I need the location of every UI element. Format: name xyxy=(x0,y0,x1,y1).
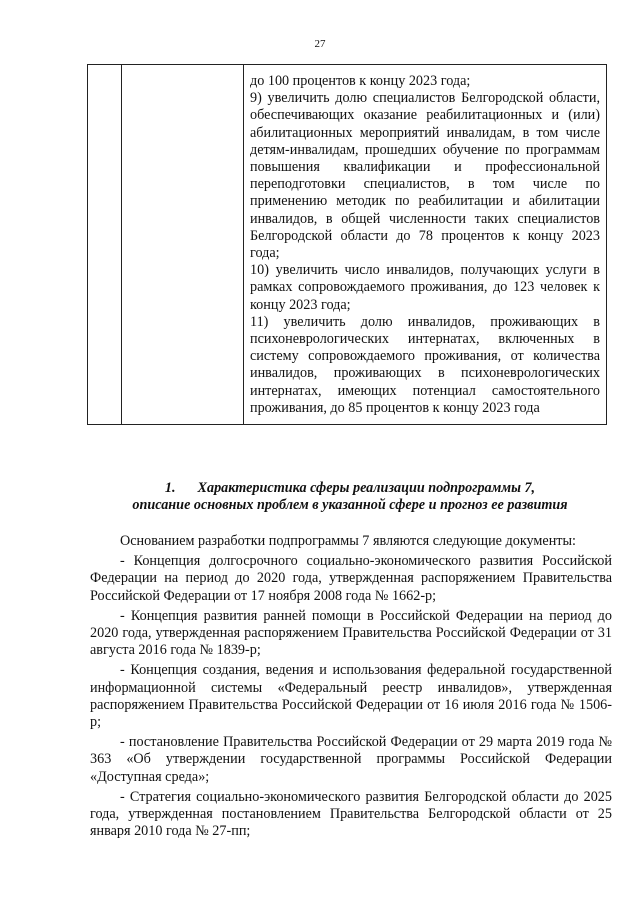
goals-cell xyxy=(244,65,607,425)
body-paragraph: Основанием разработки подпрограммы 7 являются следующие документы: xyxy=(120,533,576,549)
body-paragraph: - постановление Правительства Российской Федерации от 29 марта 2019 года № 363 «Об утверждении государственной программы Российской Федерации «Доступная среда»; xyxy=(90,734,612,785)
section-heading xyxy=(96,480,604,514)
goal-item: 10) увеличить число инвалидов, получающих услуги в рамках сопровождаемого проживания, до 123 человек к концу 2023 года; xyxy=(250,262,600,313)
goals-table xyxy=(87,64,607,425)
goal-item: до 100 процентов к концу 2023 года; xyxy=(250,73,471,89)
empty-cell-label xyxy=(122,65,244,425)
goal-item: 11) увеличить долю инвалидов, проживающих в психоневрологических интернатах, включенных в систему сопровождаемого проживания, от количества инвалидов, проживающих в психоневрологических интернатах, имеющих потенциал самостоятельного проживания, до 85 процентов к концу 2023 года xyxy=(250,313,600,416)
section-title-line1: Характеристика сферы реализации подпрограммы 7, xyxy=(197,480,536,496)
empty-cell-number xyxy=(88,65,122,425)
table-row xyxy=(88,65,607,425)
body-paragraph: - Стратегия социально-экономического развития Белгородской области до 2025 года, утвержденная постановлением Правительства Белгородской области от 25 января 2010 года № 27-пп; xyxy=(90,788,612,840)
body-paragraph: - Концепция развития ранней помощи в Российской Федерации на период до 2020 года, утвержденная распоряжением Правительства Российской Федерации от 31 августа 2016 года № 1839-р; xyxy=(90,607,612,659)
body-text xyxy=(90,533,612,843)
section-title-line2: описание основных проблем в указанной сфере и прогноз ее развития xyxy=(132,497,568,513)
section-number: 1. xyxy=(164,480,176,496)
page-number: 27 xyxy=(314,38,326,50)
goal-item: 9) увеличить долю специалистов Белгородской области, обеспечивающих оказание реабилитационных и (или) абилитационных мероприятий инвалидам, в том числе детям-инвалидам, прошедших обучение по программам повышения квалификации и профессиональной переподготовки специалистов, в том числе по применению методик по реабилитации и абилитации инвалидов, в общей численности таких специалистов Белгородской области до 78 процентов к концу 2023 года; xyxy=(250,90,600,262)
body-paragraph: - Концепция создания, ведения и использования федеральной государственной информационной системы «Федеральный реестр инвалидов», утвержденная распоряжением Правительства Российской Федерации от 16 июля 2016 года № 1506-р; xyxy=(90,662,612,731)
body-paragraph: - Концепция долгосрочного социально-экономического развития Российской Федерации на период до 2020 года, утвержденная распоряжением Правительства Российской Федерации от 17 ноября 2008 года № 1662-р; xyxy=(90,553,612,604)
